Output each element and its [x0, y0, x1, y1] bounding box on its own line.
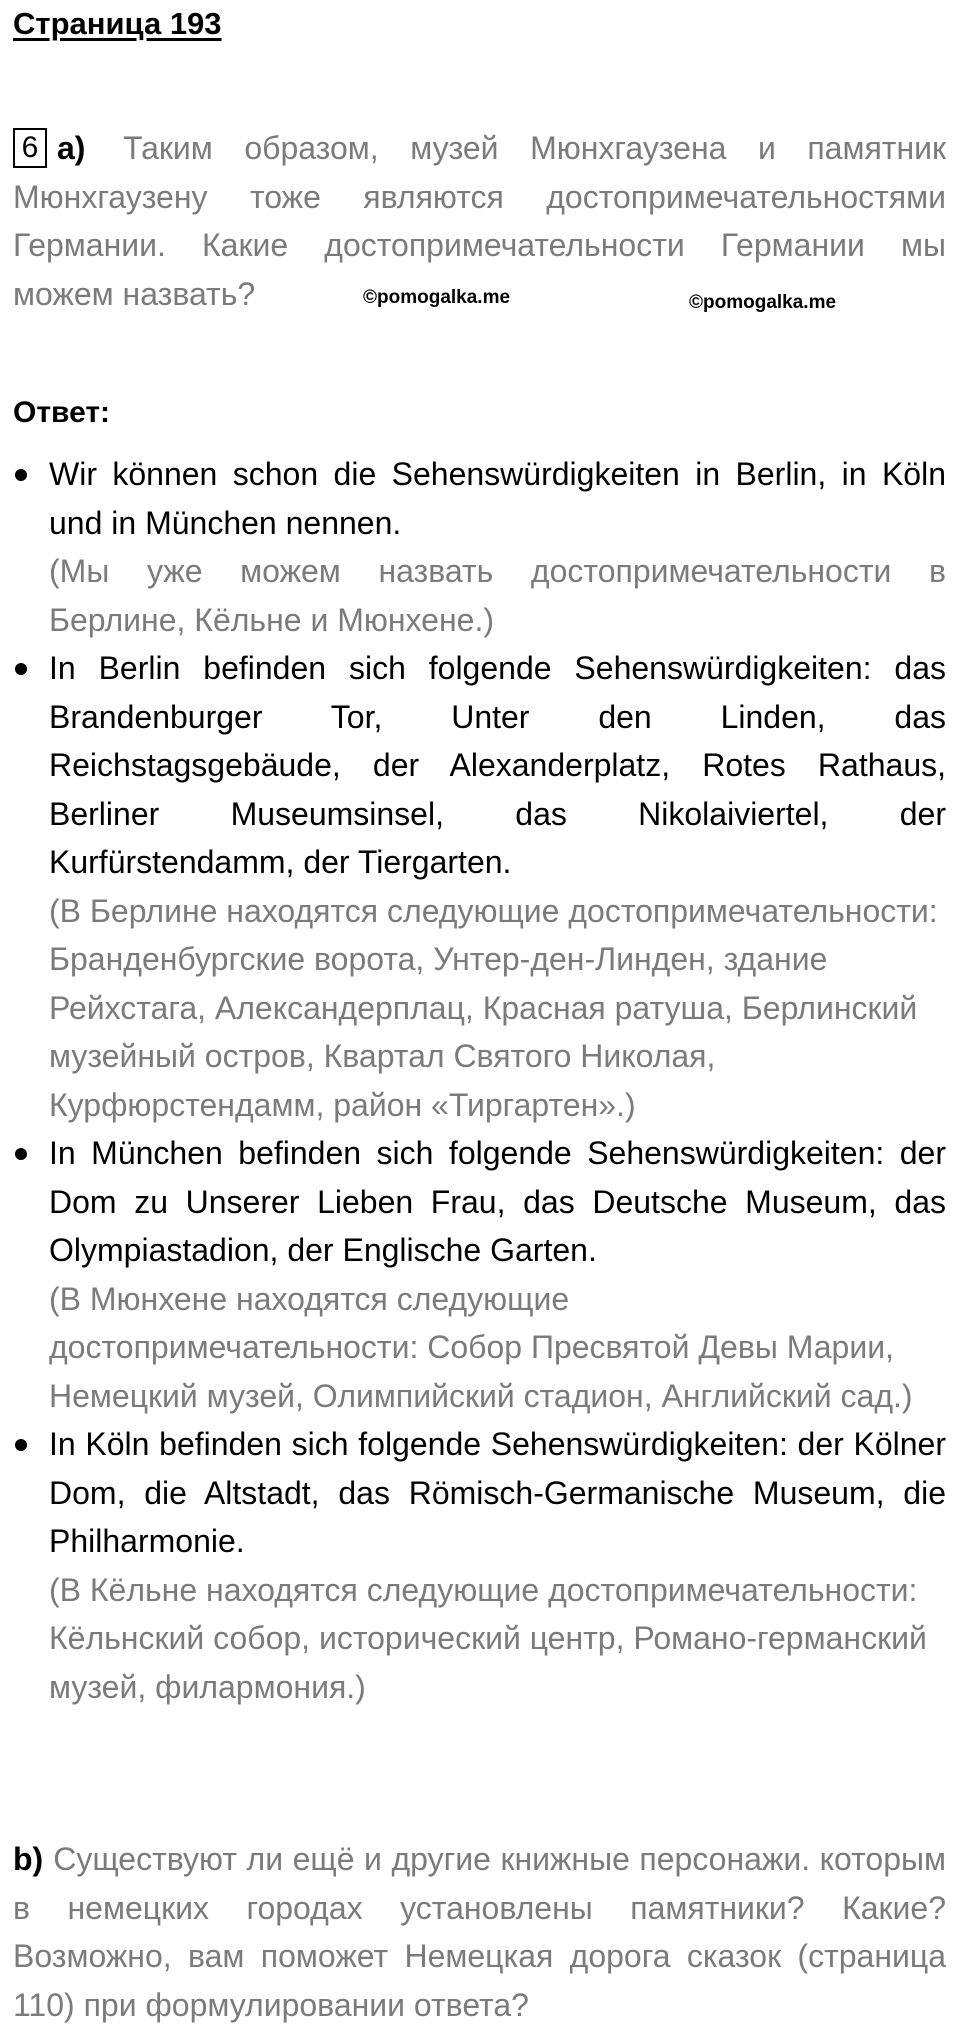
- task-b: [13, 1835, 946, 2029]
- answer-russian: (В Берлине находятся следующие достопримечательности: Бранденбургские ворота, Унтер-ден-Линден, здание Рейхстага, Александерплац, Красная ратуша, Берлинский музейный остров, Квартал Святого Николая, Курфюрстендамм, район «Тиргартен».): [49, 892, 938, 1123]
- answer-german: Wir können schon die Sehenswürdigkeiten in Berlin, in Köln und in München nennen.: [49, 456, 946, 541]
- answer-german: In München befinden sich folgende Sehenswürdigkeiten: der Dom zu Unserer Lieben Frau, das Deutsche Museum, das Olympiastadion, der Englische Garten.: [49, 1135, 946, 1268]
- bullet-icon: [15, 1439, 27, 1451]
- bullet-icon: [15, 1148, 27, 1160]
- answer-label: Ответ:: [13, 396, 111, 429]
- list-item: [13, 1420, 946, 1711]
- page-title: Страница 193: [13, 6, 222, 41]
- task-b-text: Существуют ли ещё и другие книжные персонажи. которым в немецких городах установлены памятники? Какие? Возможно, вам поможет Немецкая дорога сказок (страница 110) при формулировании ответа?: [13, 1841, 946, 2023]
- watermark: ©pomogalka.me: [363, 287, 511, 308]
- answer-russian: (Мы уже можем назвать достопримечательности в Берлине, Кёльне и Мюнхене.): [49, 553, 946, 638]
- bullet-icon: [15, 663, 27, 675]
- task-b-label: b): [13, 1841, 44, 1877]
- watermark: ©pomogalka.me: [689, 292, 837, 313]
- list-item: [13, 450, 946, 644]
- list-item: [13, 1129, 946, 1420]
- task-text: Таким образом, музей Мюнхгаузена и памятник Мюнхгаузену тоже являются достопримечательностями Германии. Какие достопримечательности Германии мы можем назвать?: [13, 130, 947, 312]
- answer-russian: (В Мюнхене находятся следующие достопримечательности: Собор Пресвятой Девы Марии, Немецкий музей, Олимпийский стадион, Английский сад.): [49, 1280, 913, 1414]
- answer-russian: (В Кёльне находятся следующие достопримечательности: Кёльнский собор, исторический центр, Романо-германский музей, филармония.): [49, 1571, 927, 1705]
- answer-german: In Köln befinden sich folgende Sehenswürdigkeiten: der Kölner Dom, die Altstadt, das Römisch-Germanische Museum, die Philharmonie.: [49, 1426, 946, 1559]
- task-label: а): [57, 130, 86, 166]
- task-number-box: 6: [13, 128, 47, 168]
- answer-german: In Berlin befinden sich folgende Sehenswürdigkeiten: das Brandenburger Tor, Unter den Linden, das Reichstagsgebäude, der Alexanderplatz, Rotes Rathaus, Berliner Museumsinsel, das Nikolaiviertel, der Kurfürstendamm, der Tiergarten.: [49, 650, 946, 880]
- bullet-icon: [15, 469, 27, 481]
- answer-list: [13, 450, 946, 1711]
- list-item: [13, 644, 946, 1129]
